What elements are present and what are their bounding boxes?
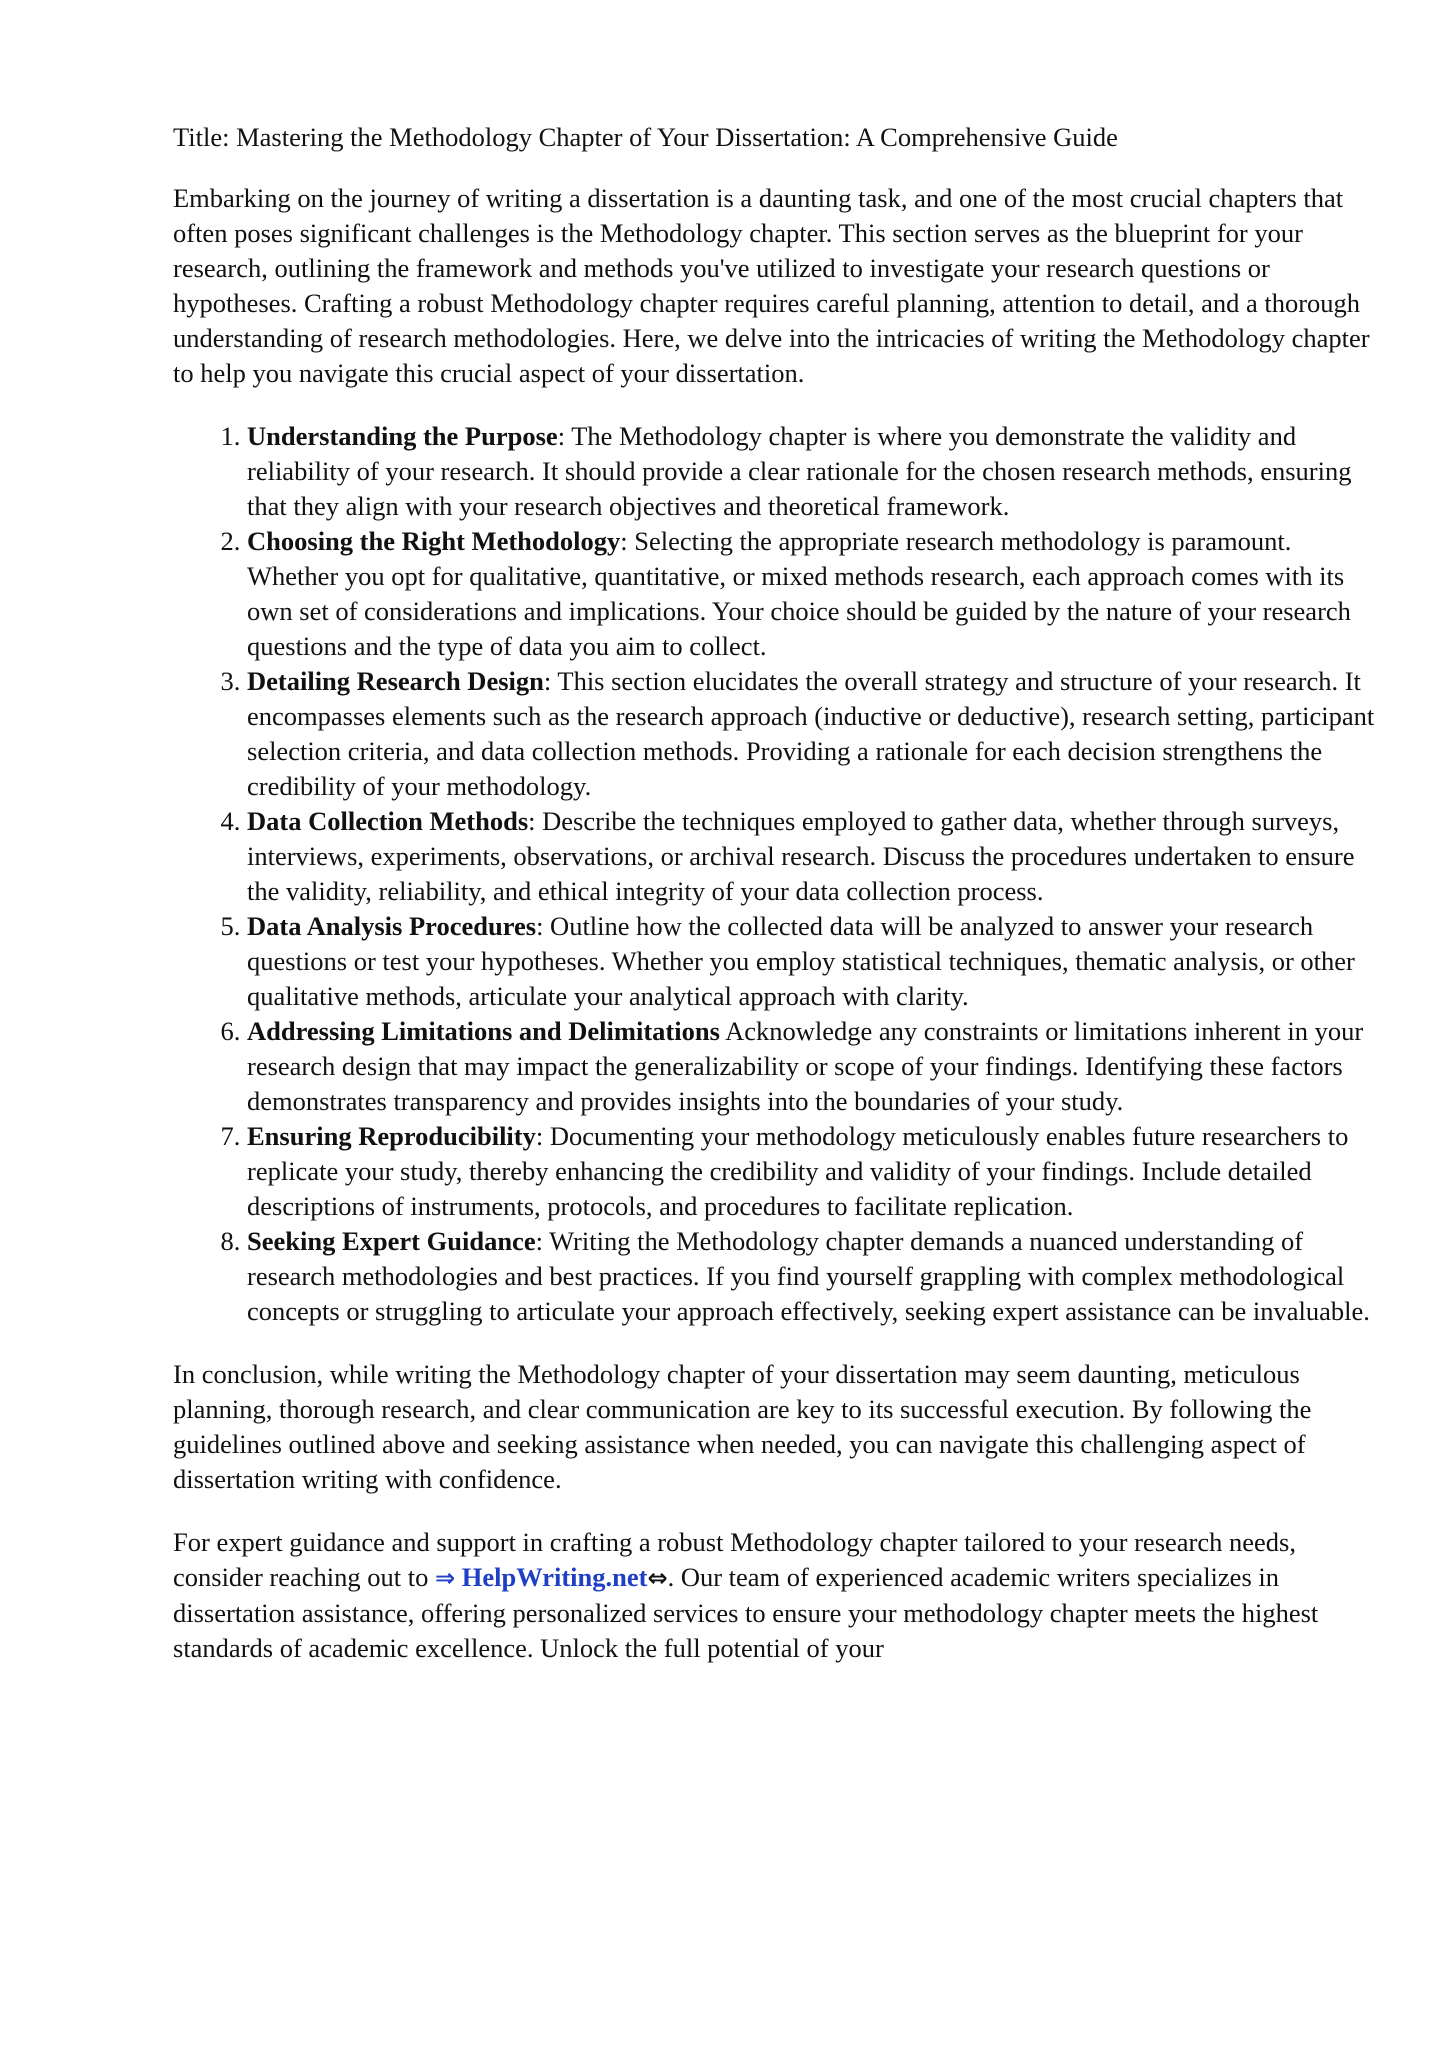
- list-item-term: Data Analysis Procedures: [247, 911, 537, 941]
- document-page: [173, 120, 1378, 1694]
- list-item-text: : Selecting the appropriate research methodology is paramount. Whether you opt for qualitative, quantitative, or mixed methods research, each approach comes with its own set of considerations and implications. Your choice should be guided by the nature of your research questions and the type of data you aim to collect.: [247, 526, 1351, 661]
- arrow-both-icon: ⇔: [647, 1564, 668, 1592]
- arrow-right-icon: ⇒: [434, 1564, 456, 1592]
- list-item: [247, 419, 1378, 524]
- conclusion-paragraph: In conclusion, while writing the Methodology chapter of your dissertation may seem daunting, meticulous planning, thorough research, and clear communication are key to its successful execution. By following the guidelines outlined above and seeking assistance when needed, you can navigate this challenging aspect of dissertation writing with confidence.: [173, 1359, 1312, 1494]
- list-item: [247, 804, 1378, 909]
- list-item-text: : Documenting your methodology meticulously enables future researchers to replicate your study, thereby enhancing the credibility and validity of your findings. Include detailed descriptions of instruments, protocols, and procedures to facilitate replication.: [247, 1121, 1349, 1221]
- document-title: Title: Mastering the Methodology Chapter of Your Dissertation: A Comprehensive Guide: [173, 122, 1118, 152]
- cta-text-after: . Our team of experienced academic writers specializes in dissertation assistance, offering personalized services to ensure your methodology chapter meets the highest standards of academic excellence. Unlock the full potential of your: [173, 1562, 1319, 1663]
- cta-text-before: For expert guidance and support in crafting a robust Methodology chapter tailored to your research needs, consider reaching out to: [173, 1527, 1296, 1592]
- list-item-text: : Describe the techniques employed to gather data, whether through surveys, interviews, experiments, observations, or archival research. Discuss the procedures undertaken to ensure the validity, reliability, and ethical integrity of your data collection process.: [247, 806, 1355, 906]
- list-item: [247, 1224, 1378, 1329]
- list-item-term: Addressing Limitations and Delimitations: [247, 1016, 720, 1046]
- helpwriting-link[interactable]: HelpWriting.net: [455, 1562, 648, 1592]
- list-item-text: : Writing the Methodology chapter demands a nuanced understanding of research methodologies and best practices. If you find yourself grappling with complex methodological concepts or struggling to articulate your approach effectively, seeking expert assistance can be invaluable.: [247, 1226, 1370, 1326]
- list-item-term: Choosing the Right Methodology: [247, 526, 621, 556]
- list-item-text: : The Methodology chapter is where you demonstrate the validity and reliability of your research. It should provide a clear rationale for the chosen research methods, ensuring that they align with your research objectives and theoretical framework.: [247, 421, 1352, 521]
- list-item: [247, 1119, 1378, 1224]
- intro-paragraph: Embarking on the journey of writing a dissertation is a daunting task, and one of the most crucial chapters that often poses significant challenges is the Methodology chapter. This section serves as the blueprint for your research, outlining the framework and methods you've utilized to investigate your research questions or hypotheses. Crafting a robust Methodology chapter requires careful planning, attention to detail, and a thorough understanding of research methodologies. Here, we delve into the intricacies of writing the Methodology chapter to help you navigate this crucial aspect of your dissertation.: [173, 183, 1370, 388]
- list-item: [247, 1014, 1378, 1119]
- list-item-term: Ensuring Reproducibility: [247, 1121, 536, 1151]
- methodology-steps-list: [173, 419, 1378, 1329]
- cta-paragraph: [173, 1525, 1378, 1666]
- list-item-term: Seeking Expert Guidance: [247, 1226, 536, 1256]
- list-item-term: Data Collection Methods: [247, 806, 529, 836]
- list-item-term: Detailing Research Design: [247, 666, 544, 696]
- list-item: [247, 909, 1378, 1014]
- list-item: [247, 524, 1378, 664]
- list-item-term: Understanding the Purpose: [247, 421, 558, 451]
- list-item-text: : Outline how the collected data will be analyzed to answer your research questions or test your hypotheses. Whether you employ statistical techniques, thematic analysis, or other qualitative methods, articulate your analytical approach with clarity.: [247, 911, 1355, 1011]
- list-item-text: Acknowledge any constraints or limitations inherent in your research design that may impact the generalizability or scope of your findings. Identifying these factors demonstrates transparency and provides insights into the boundaries of your study.: [247, 1016, 1364, 1116]
- list-item-text: : This section elucidates the overall strategy and structure of your research. It encompasses elements such as the research approach (inductive or deductive), research setting, participant selection criteria, and data collection methods. Providing a rationale for each decision strengthens the credibility of your methodology.: [247, 666, 1375, 801]
- list-item: [247, 664, 1378, 804]
